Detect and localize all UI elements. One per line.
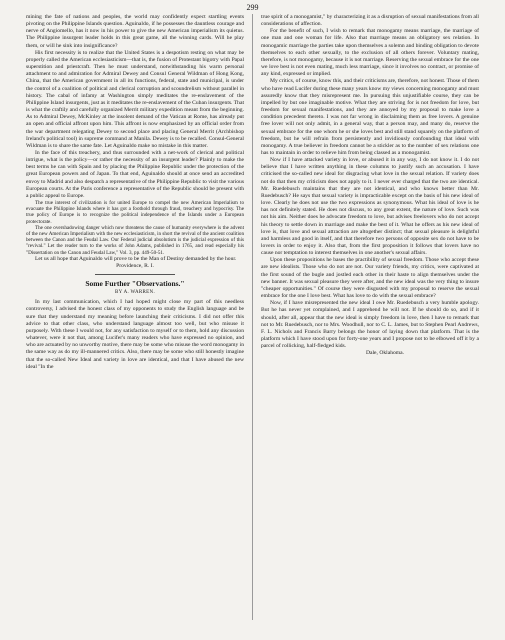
paragraph: The one overshadowing danger which now threatens the cause of humanity everywhere is the advent of the new American Imperialism with the new ecclesiasticism, in short the revival of the ancient coalition between the Canon and the Feudal Law. Our Federal judicial absolutism is the judicial expression of this "revival." Let the reader turn to the works of John Adams, published in 1765, and read especially his "Dissertation on the Canon and Feudal Law," Vol. 3, pp. 449-50-51. (26, 224, 244, 256)
paragraph: mining the fate of nations and peoples, the world may confidently expect startling events pivoting on the Philippine Islands question. Aguinaldo, if he possesses the dauntless courage and nerve of Angiomello, has it now in his power to give the new American imperialism its quietus. The Philippine insurgent leader holds in this great game, all the winning cards. Will he play them, or will he sink into insignificance? (26, 14, 244, 49)
page-number: 299 (246, 3, 259, 12)
section-divider (95, 274, 175, 275)
left-column (26, 14, 244, 371)
paragraph: true spirit of a monogamist," by characterizing it as a disruption of sexual manifestations from all considerations of affection. (261, 14, 479, 28)
signature-location: Dale, Oklahoma. (365, 350, 405, 357)
article-byline: BY A. WARREN. (114, 290, 155, 296)
paragraph: Now if I have attacked variety in love, or abused it in any way, I do not know it. I do not believe that I have written anything in these columns to justify such an accusation. I have criticised the so-called new ideal for disgracing what love in the sexual relation. If variety does not do that then my criticism does not apply to it. I never ever charged that the two are identical. Mr. Ruedebusch maintains that they are not identical, and who knows better than Mr. Ruedebusch? He says that sexual variety is impracticable except on the basis of his new ideal of love. Clearly he does not use the two expressions as synonymous. What his ideal of love is he has not definitely stated. He does not discuss, to any great extent, the nature of love. Such was not his aim. Neither does he advocate freedom to love, but advises freelovers who do not accept his theory to settle down in marriage and make the best of it. What he offers as his new ideal of love is, that love and sexual attraction are altogether distinct; that sexual pleasure is delightful and harmless and good in itself, and that therefore two persons of opposite sex do not have to be lovers in order to enjoy it. Also that, from the first proposition it follows that lovers have no cause nor temptation to interest themselves in one another's sexual affairs. (261, 157, 479, 257)
signature-location: Providence, R. I. (116, 263, 154, 270)
paragraph: Upon these propositions he bases the practibility of sexual freedom. Those who accept these are new idealists. Those who do not are not. Our variety friends, my critics, were captivated at the first sound of the bugle and jostled each other in their haste to align themselves under the new banner. It was sexual pleasure they were after, and the new ideal was the very thing to insure "cheaper opportunities." Of course they were disgusted with my proposal to reserve the sexual embrace for the one I love best. What has love to do with the sexual embrace? (261, 257, 479, 300)
paragraph: In my last communication, which I had hoped might close my part of this needless controversy, I advised the honest class of my opponents to study the English language and be sure that they understand my meaning before launching their criticisms. I did not offer this advice to that other class, who understand language almost too well, but who misuse it purposely. With these I would not, for any satisfaction to myself or to them, hold any discussion whatever, were it not that, among Lucifer's many readers who have expressed no opinion, and who are actuated by no unworthy motive, there may be some who misuse the word monogamy in the same way as do my ill-mannered critics. Also, there may be some who still honestly imagine that the so-called New Ideal and variety in love are identical, and that I have abused the new ideal "In the (26, 299, 244, 370)
paragraph: Let us all hope that Aguinaldo will prove to be the Man of Destiny demanded by the hour. (35, 255, 237, 262)
paragraph: My critics, of course, know this, and their criticisms are, therefore, not honest. Those of them who have read Lucifer during these many years know my views concerning monogamy and must assuredly know that they misrepresent me. In pursuing this unjustifiable course, they can be impelled by but one imaginable motive. What they are striving for is not freedom for love, but freedom for sexual manifestations, and they are annoyed by my proposal to make love a condition precedent thereto. I was not far wrong in disclaiming them as free lovers. A genuine free lover will not only admit, in a general way, that a person may, and many do, reserve the sexual embrace for the one whom he or she loves best and still stand squarely on the platform of freedom, but he will refrain from persistently and invidiously confounding that ideal with monogamy. A true believer in freedom cannot be a stickler as to the number of sex relations one has to maintain in order to relieve him from being classed as a monogamist. (261, 78, 479, 156)
paragraph: His first necessity is to realize that the United States is a despotism resting on what may be properly called the American ecclesiasticism—that is, the fusion of Protestant bigotry with Papal superstition and priestcraft. Then he must understand, notwithstanding his warm personal attachment to and admiration for Admiral Dewey and Consul General Wildman of Hong Kong, China, that the American government in all its functions, federal, state and municipal, is under the control of a coalition of political and clerical corruption and scoundrelism without parallel in history. The cabal of infamy at Washington simply meditates the re-enslavement of the Philippine Island insurgents, just as it meditates the re-enslavement of the Cuban insurgents. That is what the craftily and carefully organized Merrit military expedition meant from the beginning. As to Admiral Dewey, McKinley at the insolent demand of the Vatican at Rome, has already put an open and official affront upon him. This affront is now emphasized by an official order from the war department relegating Dewey to second place and placing General Merrit (Archbishop Ireland's political tool) in supreme command at Manila. Dewey is to be recalled. Consul-General Wildman is to share the same fate. Let Aguinaldo make no mistake in this matter. (26, 49, 244, 149)
paragraph: In the face of this treachery, and thus surrounded with a net-work of clerical and political intrigue, what is the policy—or rather the necessity of an insurgent leader? Plainly to make the best terms he can with Spain and by placing the Philippine Republic under the protection of the great European powers and of Japan. To that end, Aguinaldo should at once send an accredited envoy to Madrid and also despatch a representative of the Philippine Republic to visit the various European courts. At the Paris conference a representative of the Republic should be present with a public appeal to Europe. (26, 149, 244, 199)
right-column (261, 14, 479, 358)
paragraph: Now, if I have misrepresented the new ideal I owe Mr. Ruedebusch a very humble apology. But he has never yet complained, and I apprehend he will not. If he should do so, and if it should, after all, appear that the new ideal is simply freedom in love, then I have to remark that not to Mr. Ruedebusch, nor to Mrs. Woodhull, nor to C. L. James, but to Stephen Pearl Andrews, F. L. Nichols and Francis Barry belongs the honor of laying down that platform. That is the platform which I have stood upon for forty-one years and I propose not to be elbowed off it by a parcel of rollicking, half-fledged kids. (261, 300, 479, 350)
paragraph: For the benefit of such, I wish to remark that monogamy means marriage, the marriage of one man and one woman for life. Also that marriage means an obligatory sex relation. In monogamic marriage the parties take upon themselves a solemn and binding obligation to devote themselves to each other sexually, to the exclusion of all others forever. Voluntary mating, therefore, is not monogamy, because it is not marriage. Reserving the sexual embrace for the one we love best is not even mating, much less marriage, since it involves no contract, or promise of any kind, expressed or implied. (261, 28, 479, 78)
column-divider (252, 14, 253, 620)
paragraph: The true interest of civilization is for united Europe to compel the new American Imperialism to evacuate the Philippine Islands where it has got a foothold through fraud, treachery and hypocrisy. The true policy of Europe is to recognize the political independence of the Islands under a European protectorate. (26, 200, 244, 225)
article-title: Some Further "Observations." (85, 279, 185, 289)
